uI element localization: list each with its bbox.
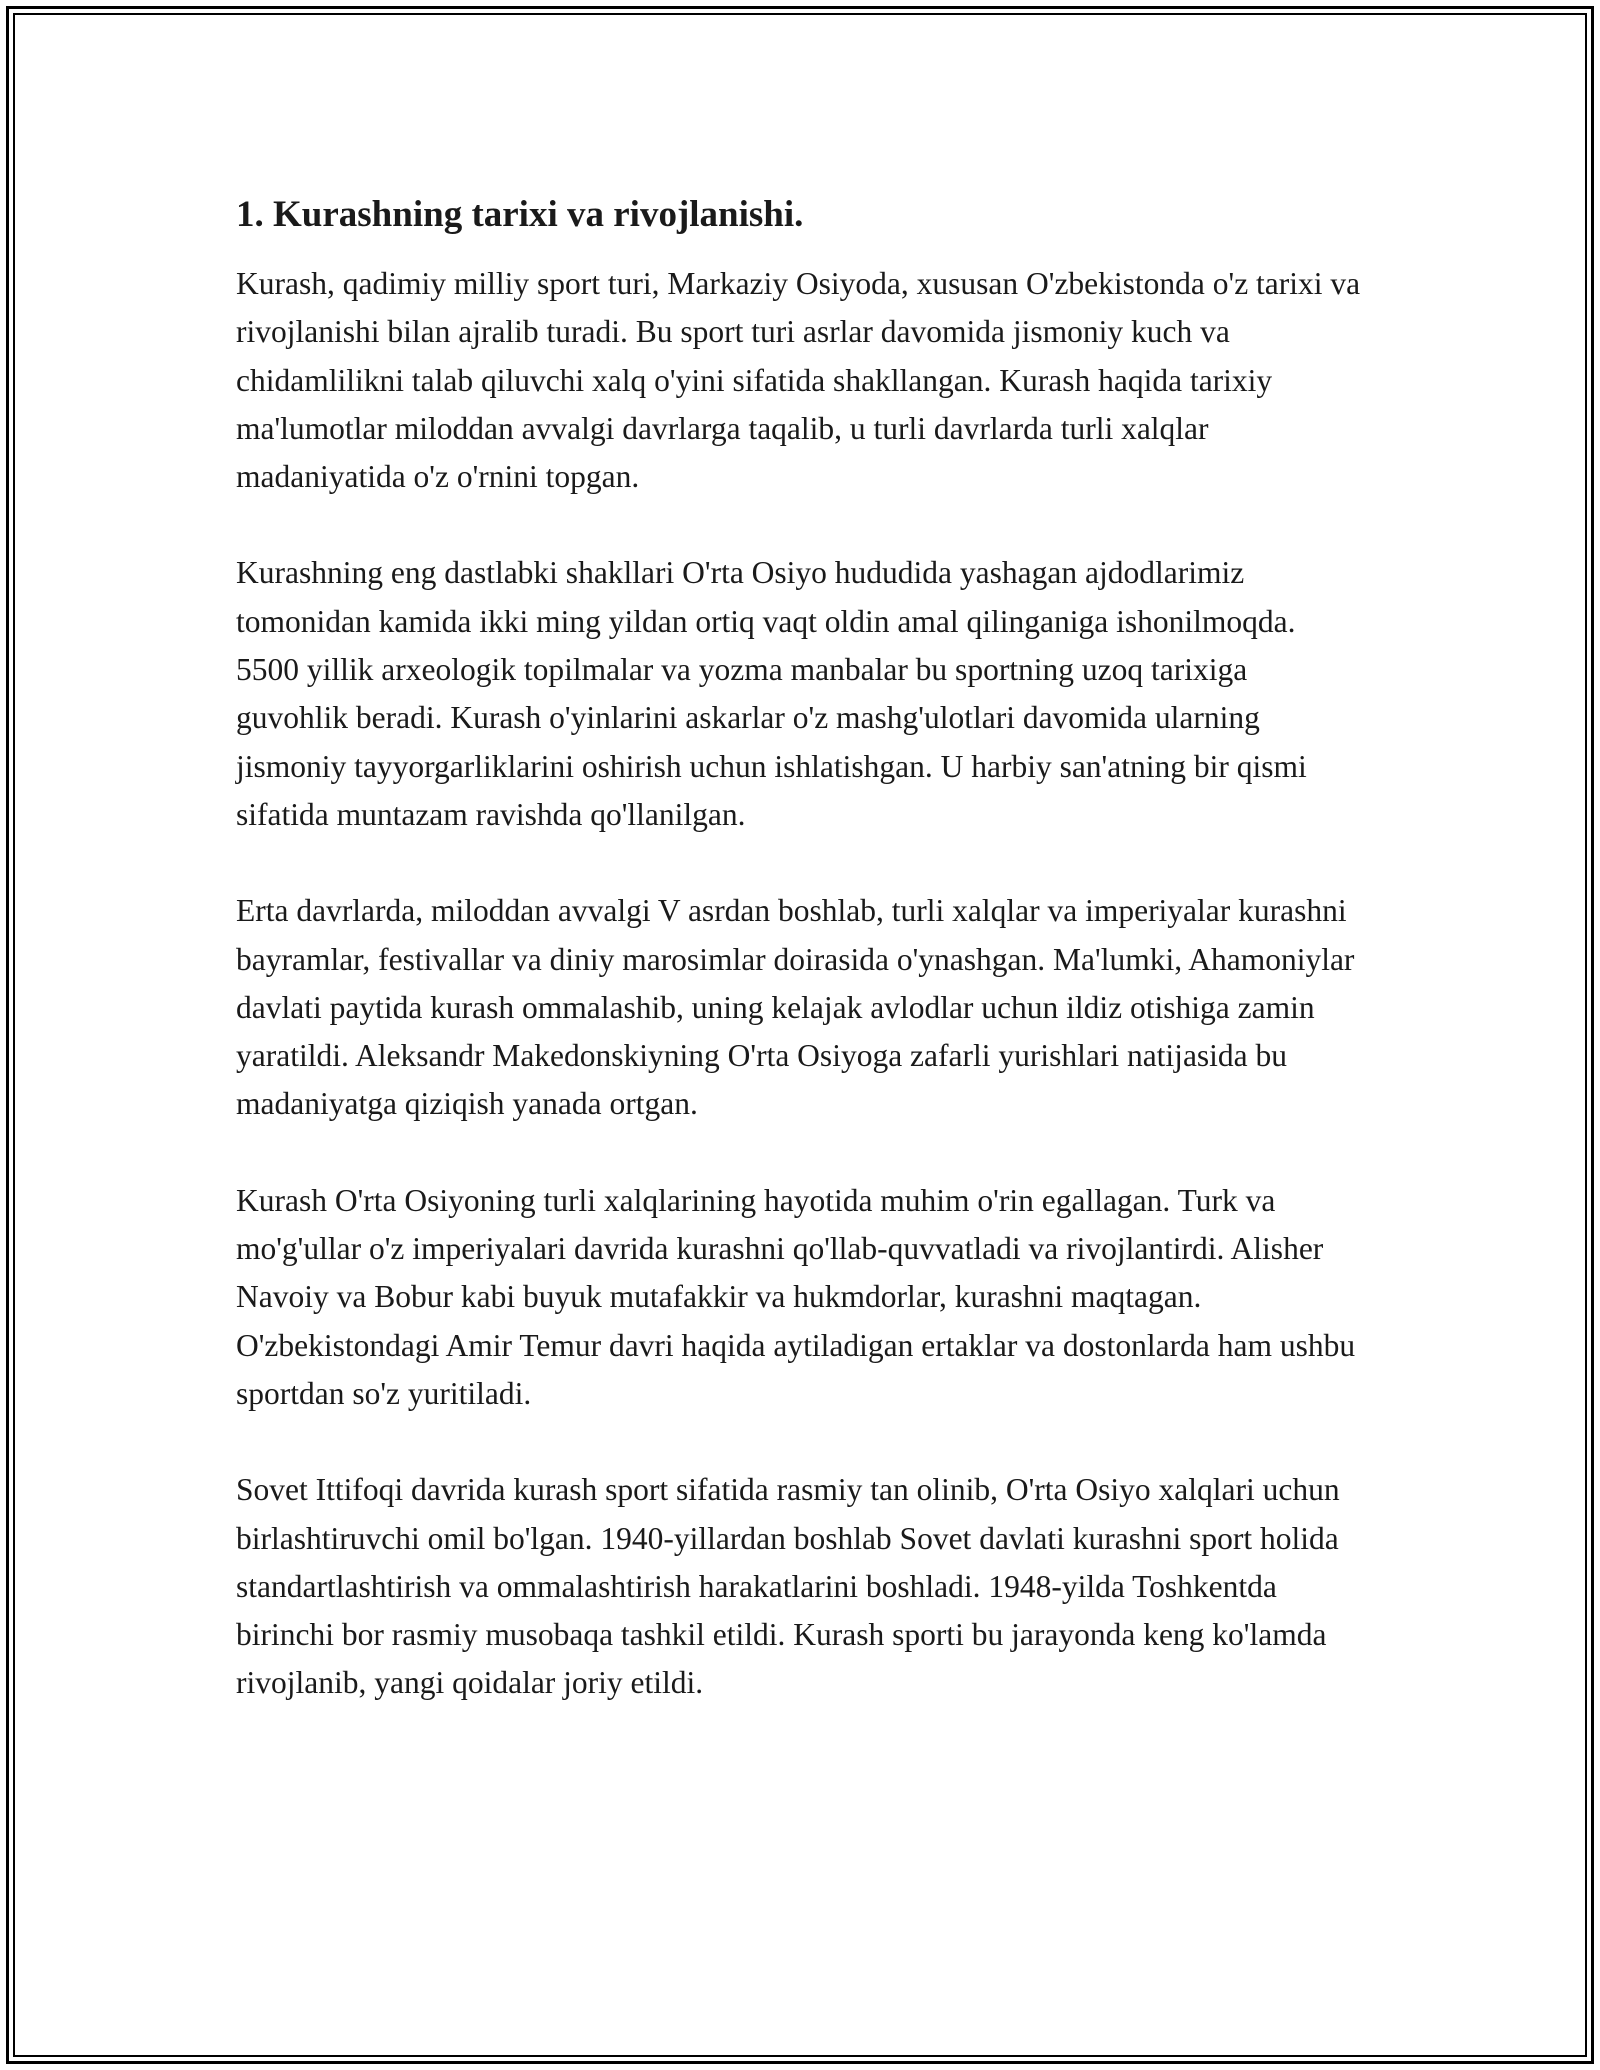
section-heading: 1. Kurashning tarixi va rivojlanishi. (236, 194, 804, 235)
document-page (236, 180, 1366, 1756)
paragraph-5: Sovet Ittifoqi davrida kurash sport sifatida rasmiy tan olinib, O'rta Osiyo xalqlari uchun birlashtiruvchi omil bo'lgan. 1940-yillardan boshlab Sovet davlati kurashni sport holida standartlashtirish va ommalashtirish harakatlarini boshladi. 1948-yilda Toshkentda birinchi bor rasmiy musobaqa tashkil etildi. Kurash sporti bu jarayonda keng ko'lamda rivojlanib, yangi qoidalar joriy etildi. (236, 1472, 1340, 1701)
paragraph-3: Erta davrlarda, miloddan avvalgi V asrdan boshlab, turli xalqlar va imperiyalar kurashni bayramlar, festivallar va diniy marosimlar doirasida o'ynashgan. Ma'lumki, Ahamoniylar davlati paytida kurash ommalashib, uning kelajak avlodlar uchun ildiz otishiga zamin yaratildi. Aleksandr Makedonskiyning O'rta Osiyoga zafarli yurishlari natijasida bu madaniyatga qiziqish yanada ortgan. (236, 893, 1355, 1122)
paragraph-4: Kurash O'rta Osiyoning turli xalqlarining hayotida muhim o'rin egallagan. Turk va mo'g'ullar o'z imperiyalari davrida kurashni qo'llab-quvvatladi va rivojlantirdi. Alisher Navoiy va Bobur kabi buyuk mutafakkir va hukmdorlar, kurashni maqtagan. O'zbekistondagi Amir Temur davri haqida aytiladigan ertaklar va dostonlarda ham ushbu sportdan so'z yuritiladi. (236, 1182, 1356, 1411)
paragraph-1: Kurash, qadimiy milliy sport turi, Markaziy Osiyoda, xususan O'zbekistonda o'z tarixi va rivojlanishi bilan ajralib turadi. Bu sport turi asrlar davomida jismoniy kuch va chidamlilikni talab qiluvchi xalq o'yini sifatida shakllangan. Kurash haqida tarixiy ma'lumotlar miloddan avvalgi davrlarga taqalib, u turli davrlarda turli xalqlar madaniyatida o'z o'rnini topgan. (236, 266, 1361, 495)
paragraph-2: Kurashning eng dastlabki shakllari O'rta Osiyo hududida yashagan ajdodlarimiz tomonidan kamida ikki ming yildan ortiq vaqt oldin amal qilinganiga ishonilmoqda. 5500 yillik arxeologik topilmalar va yozma manbalar bu sportning uzoq tarixiga guvohlik beradi. Kurash o'yinlarini askarlar o'z mashg'ulotlari davomida ularning jismoniy tayyorgarliklarini oshirish uchun ishlatishgan. U harbiy san'atning bir qismi sifatida muntazam ravishda qo'llanilgan. (236, 555, 1307, 832)
